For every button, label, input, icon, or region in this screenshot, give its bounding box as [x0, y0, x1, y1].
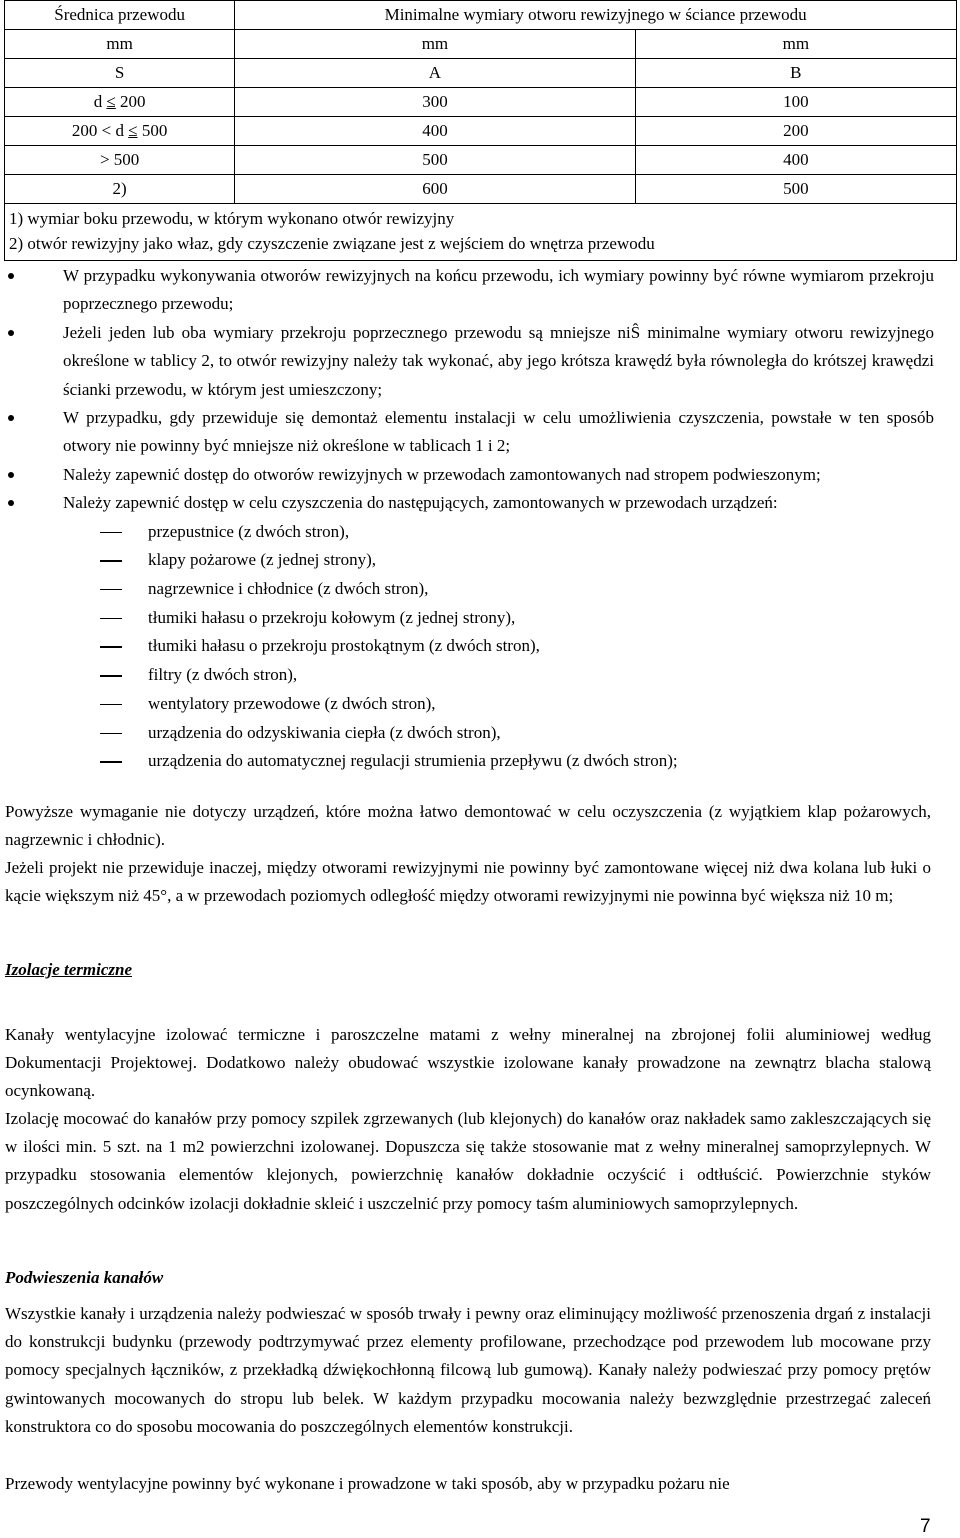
bullet-icon [8, 500, 14, 506]
paragraph-exemption: Powyższe wymaganie nie dotyczy urządzeń, które można łatwo demontować w celu oczyszczenia (z wyjątkiem klap pożarowych, nagrzewnic i chłodnic). [5, 802, 931, 850]
device-list-item: urządzenia do odzyskiwania ciepła (z dwóch stron), [0, 719, 960, 748]
device-list-item: klapy pożarowe (z jednej strony), [0, 546, 960, 575]
table-header-min-dimensions: Minimalne wymiary otworu rewizyjnego w ściance przewodu [235, 1, 957, 30]
inspection-opening-table [4, 0, 957, 261]
table-cell: 500 [635, 175, 956, 204]
section-heading-suspension: Podwieszenia kanałów [5, 1268, 164, 1287]
table-row-units [5, 30, 957, 59]
requirements-list [0, 262, 960, 776]
table-cell: > 500 [5, 146, 235, 175]
list-item: W przypadku wykonywania otworów rewizyjnych na końcu przewodu, ich wymiary powinny być równe wymiarom przekroju poprzecznego przewodu; [0, 262, 960, 319]
device-list-item: przepustnice (z dwóch stron), [0, 518, 960, 547]
dash-icon [100, 589, 122, 590]
table-cell: 400 [235, 117, 635, 146]
table-cell: mm [235, 30, 635, 59]
device-list-item: urządzenia do automatycznej regulacji strumienia przepływu (z dwóch stron); [0, 747, 960, 776]
device-list [0, 518, 960, 776]
table-cell: A [235, 59, 635, 88]
paragraph-fire: Przewody wentylacyjne powinny być wykonane i prowadzone w taki sposób, aby w przypadku pożaru nie [5, 1474, 730, 1493]
list-item: W przypadku, gdy przewiduje się demontaż elementu instalacji w celu umożliwienia czyszczenia, powstałe w ten sposób otwory nie powinny być mniejsze niż określone w tablicach 1 i 2; [0, 404, 960, 461]
bullet-icon [8, 415, 14, 421]
dash-icon [100, 675, 122, 676]
paragraph-elbows: Jeżeli projekt nie przewiduje inaczej, między otworami rewizyjnymi nie powinny być zamontowane więcej niż dwa kolana lub łuki o kącie większym niż 45°, a w przewodach poziomych odległość między otworami rewizyjnymi nie powinna być większa niż 10 m; [5, 858, 931, 906]
device-list-item: nagrzewnice i chłodnice (z dwóch stron), [0, 575, 960, 604]
table-cell: S [5, 59, 235, 88]
table-row [5, 146, 957, 175]
table-cell: 100 [635, 88, 956, 117]
lte-symbol: ≤ [128, 121, 138, 140]
table-notes-row [5, 204, 957, 261]
list-item: Należy zapewnić dostęp w celu czyszczenia do następujących, zamontowanych w przewodach urządzeń: [0, 489, 960, 517]
bullet-icon [8, 330, 14, 336]
page-number: 7 [920, 1516, 931, 1537]
table-cell: 2) [5, 175, 235, 204]
table-header-row [5, 1, 957, 30]
table-row [5, 88, 957, 117]
table-cell: 200 < d ≤ 500 [5, 117, 235, 146]
bullet-icon [8, 273, 14, 279]
table-row [5, 117, 957, 146]
table-cell: d ≤ 200 [5, 88, 235, 117]
dash-icon [100, 733, 122, 734]
list-item: Jeżeli jeden lub oba wymiary przekroju poprzecznego przewodu są mniejsze niŜ minimalne wymiary otworu rewizyjnego określone w tablicy 2, to otwór rewizyjny należy tak wykonać, aby jego krótsza krawędź była równoległa do krótszej krawędzi ścianki przewodu, w którym jest umieszczony; [0, 319, 960, 404]
table-cell: 300 [235, 88, 635, 117]
bullet-icon [8, 472, 14, 478]
table-cell: mm [5, 30, 235, 59]
table-cell: mm [635, 30, 956, 59]
device-list-item: wentylatory przewodowe (z dwóch stron), [0, 690, 960, 719]
table-notes [5, 204, 957, 261]
device-list-item: tłumiki hałasu o przekroju prostokątnym (z dwóch stron), [0, 632, 960, 661]
table-row [5, 175, 957, 204]
table-row-symbols [5, 59, 957, 88]
dash-icon [100, 646, 122, 647]
list-item: Należy zapewnić dostęp do otworów rewizyjnych w przewodach zamontowanych nad stropem podwieszonym; [0, 461, 960, 489]
table-cell: 400 [635, 146, 956, 175]
table-cell: B [635, 59, 956, 88]
dash-icon [100, 618, 122, 619]
table-note: 2) otwór rewizyjny jako właz, gdy czyszczenie związane jest z wejściem do wnętrza przewodu [9, 234, 655, 253]
dash-icon [100, 560, 122, 561]
table-cell: 500 [235, 146, 635, 175]
paragraph-insulation: Kanały wentylacyjne izolować termiczne i paroszczelne matami z wełny mineralnej na zbrojonej folii aluminiowej według Dokumentacji Projektowej. Dodatkowo należy obudować wszystkie izolowane kanały prowadzone na zewnątrz blacha stalową ocynkowaną. [5, 1025, 931, 1101]
lte-symbol: ≤ [106, 92, 116, 111]
dash-icon [100, 761, 122, 762]
device-list-item: filtry (z dwóch stron), [0, 661, 960, 690]
paragraph-suspension: Wszystkie kanały i urządzenia należy podwieszać w sposób trwały i pewny oraz eliminujący możliwość przenoszenia drgań z instalacji do konstrukcji budynku (przewody podtrzymywać przez elementy profilowane, przechodzące pod przewodem lub mocowane przy pomocy specjalnych łączników, z przekładką dźwiękochłonną filcową lub gumową). Kanały należy podwieszać przy pomocy prętów gwintowanych mocowanych do stropu lub belek. W każdym przypadku mocowania należy bezwzględnie przestrzegać zaleceń konstruktora co do sposobu mocowania do poszczególnych elementów konstrukcji. [5, 1304, 931, 1436]
table-cell: 600 [235, 175, 635, 204]
dash-icon [100, 532, 122, 533]
paragraph-insulation-mounting: Izolację mocować do kanałów przy pomocy szpilek zgrzewanych (lub klejonych) do kanałów oraz nakładek samo zakleszczających się w ilości min. 5 szt. na 1 m2 powierzchni izolowanej. Dopuszcza się także stosowanie mat z wełny mineralnej samoprzylepnych. W przypadku stosowania elementów klejonych, powierzchnię kanałów dokładnie oczyścić i odtłuścić. Powierzchnie styków poszczególnych odcinków izolacji dokładnie skleić i uszczelnić przy pomocy taśm aluminiowych samoprzylepnych. [5, 1109, 931, 1213]
table-note: 1) wymiar boku przewodu, w którym wykonano otwór rewizyjny [9, 209, 455, 228]
section-heading-insulation: Izolacje termiczne [5, 960, 133, 979]
table-header-diameter: Średnica przewodu [5, 1, 235, 30]
device-list-item: tłumiki hałasu o przekroju kołowym (z jednej strony), [0, 604, 960, 633]
dash-icon [100, 704, 122, 705]
table-cell: 200 [635, 117, 956, 146]
